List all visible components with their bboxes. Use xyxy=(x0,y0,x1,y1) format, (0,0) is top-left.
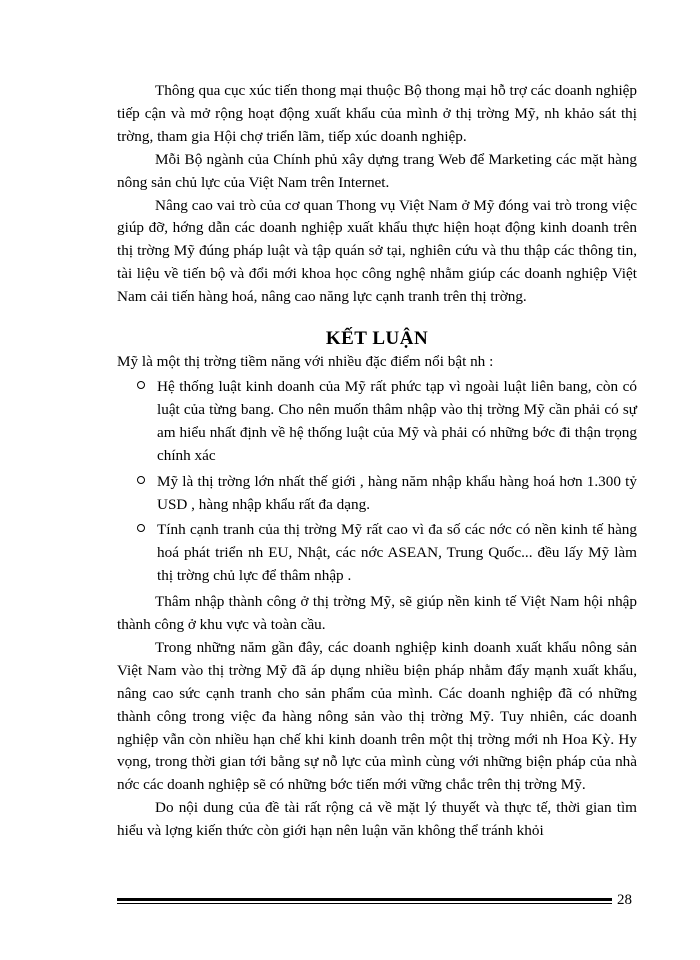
paragraph-limitations: Do nội dung của đề tài rất rộng cả về mặt lý thuyết và thực tế, thời gian tìm hiểu và lợng kiến thức còn giới hạn nên luận văn không thể tránh khỏi xyxy=(117,799,637,840)
paragraph-trade-office: Nâng cao vai trò của cơ quan Thong vụ Việt Nam ở Mỹ đóng vai trò trong việc giúp đỡ, hớng dẫn các doanh nghiệp xuất khẩu thực hiện hoạt động kinh doanh trên thị trờng Mỹ đúng pháp luật và tập quán sở tại, nghiên cứu và thu thập các thông tin, tài liệu về tiến bộ và đổi mới khoa học công nghệ nhằm giúp các doanh nghiệp Việt Nam cải tiến hàng hoá, nâng cao năng lực cạnh tranh trên thị trờng. xyxy=(117,196,637,306)
list-item xyxy=(117,471,637,517)
list-item xyxy=(117,376,637,468)
bullet-text: Mỹ là thị trờng lớn nhất thế giới , hàng năm nhập khẩu hàng hoá hơn 1.300 tỷ USD , hàng nhập khẩu rất đa dạng. xyxy=(157,472,637,513)
footer-divider-thin xyxy=(117,903,612,904)
hollow-circle-bullet-icon xyxy=(137,381,145,389)
hollow-circle-bullet-icon xyxy=(137,524,145,532)
footer-divider xyxy=(117,898,612,901)
bullet-text: Hệ thống luật kinh doanh của Mỹ rất phức tạp vì ngoài luật liên bang, còn có luật của từng bang. Cho nên muốn thâm nhập vào thị trờng Mỹ cần phải có sự am hiểu nhất định về hệ thống luật của Mỹ và phải có những bớc đi thận trọng chính xác xyxy=(157,377,637,464)
list-item xyxy=(117,519,637,588)
bullet-text: Tính cạnh tranh của thị trờng Mỹ rất cao vì đa số các nớc có nền kinh tế hàng hoá phát triển nh EU, Nhật, các nớc ASEAN, Trung Quốc... đều lấy Mỹ làm thị trờng chủ lực để thâm nhập . xyxy=(157,521,637,585)
page-body xyxy=(117,80,637,843)
paragraph-web-marketing: Mỗi Bộ ngành của Chính phủ xây dựng trang Web để Marketing các mặt hàng nông sản chủ lực của Việt Nam trên Internet. xyxy=(117,150,637,191)
hollow-circle-bullet-icon xyxy=(137,476,145,484)
page-number: 28 xyxy=(617,892,632,908)
conclusion-lead: Mỹ là một thị trờng tiềm năng với nhiều đặc điểm nổi bật nh : xyxy=(117,353,494,371)
conclusion-bullet-list xyxy=(117,376,637,588)
paragraph-recent-years: Trong những năm gần đây, các doanh nghiệp kinh doanh xuất khẩu nông sản Việt Nam vào thị trờng Mỹ đã áp dụng nhiều biện pháp nhằm đẩy mạnh xuất khẩu, nâng cao sức cạnh tranh cho sản phẩm của mình. Các doanh nghiệp đã có những thành công trong việc đa hàng nông sản vào thị trờng Mỹ. Tuy nhiên, các doanh nghiệp vẫn còn nhiều hạn chế khi kinh doanh trên một thị trờng mới nh Hoa Kỳ. Hy vọng, trong thời gian tới bằng sự nỗ lực của mình cùng với những biện pháp của nhà nớc các doanh nghiệp sẽ có những bớc tiến mới vững chắc trên thị trờng Mỹ. xyxy=(117,638,637,794)
paragraph-integration: Thâm nhập thành công ở thị trờng Mỹ, sẽ giúp nền kinh tế Việt Nam hội nhập thành công ở khu vực và toàn cầu. xyxy=(117,593,637,634)
paragraph-trade-promotion: Thông qua cục xúc tiến thong mại thuộc Bộ thong mại hỗ trợ các doanh nghiệp tiếp cận và mở rộng hoạt động xuất khẩu của mình ở thị trờng Mỹ, nh khảo sát thị trờng, tham gia Hội chợ triển lãm, tiếp xúc doanh nghiệp. xyxy=(117,82,637,145)
conclusion-heading: KẾT LUẬN xyxy=(325,328,429,350)
